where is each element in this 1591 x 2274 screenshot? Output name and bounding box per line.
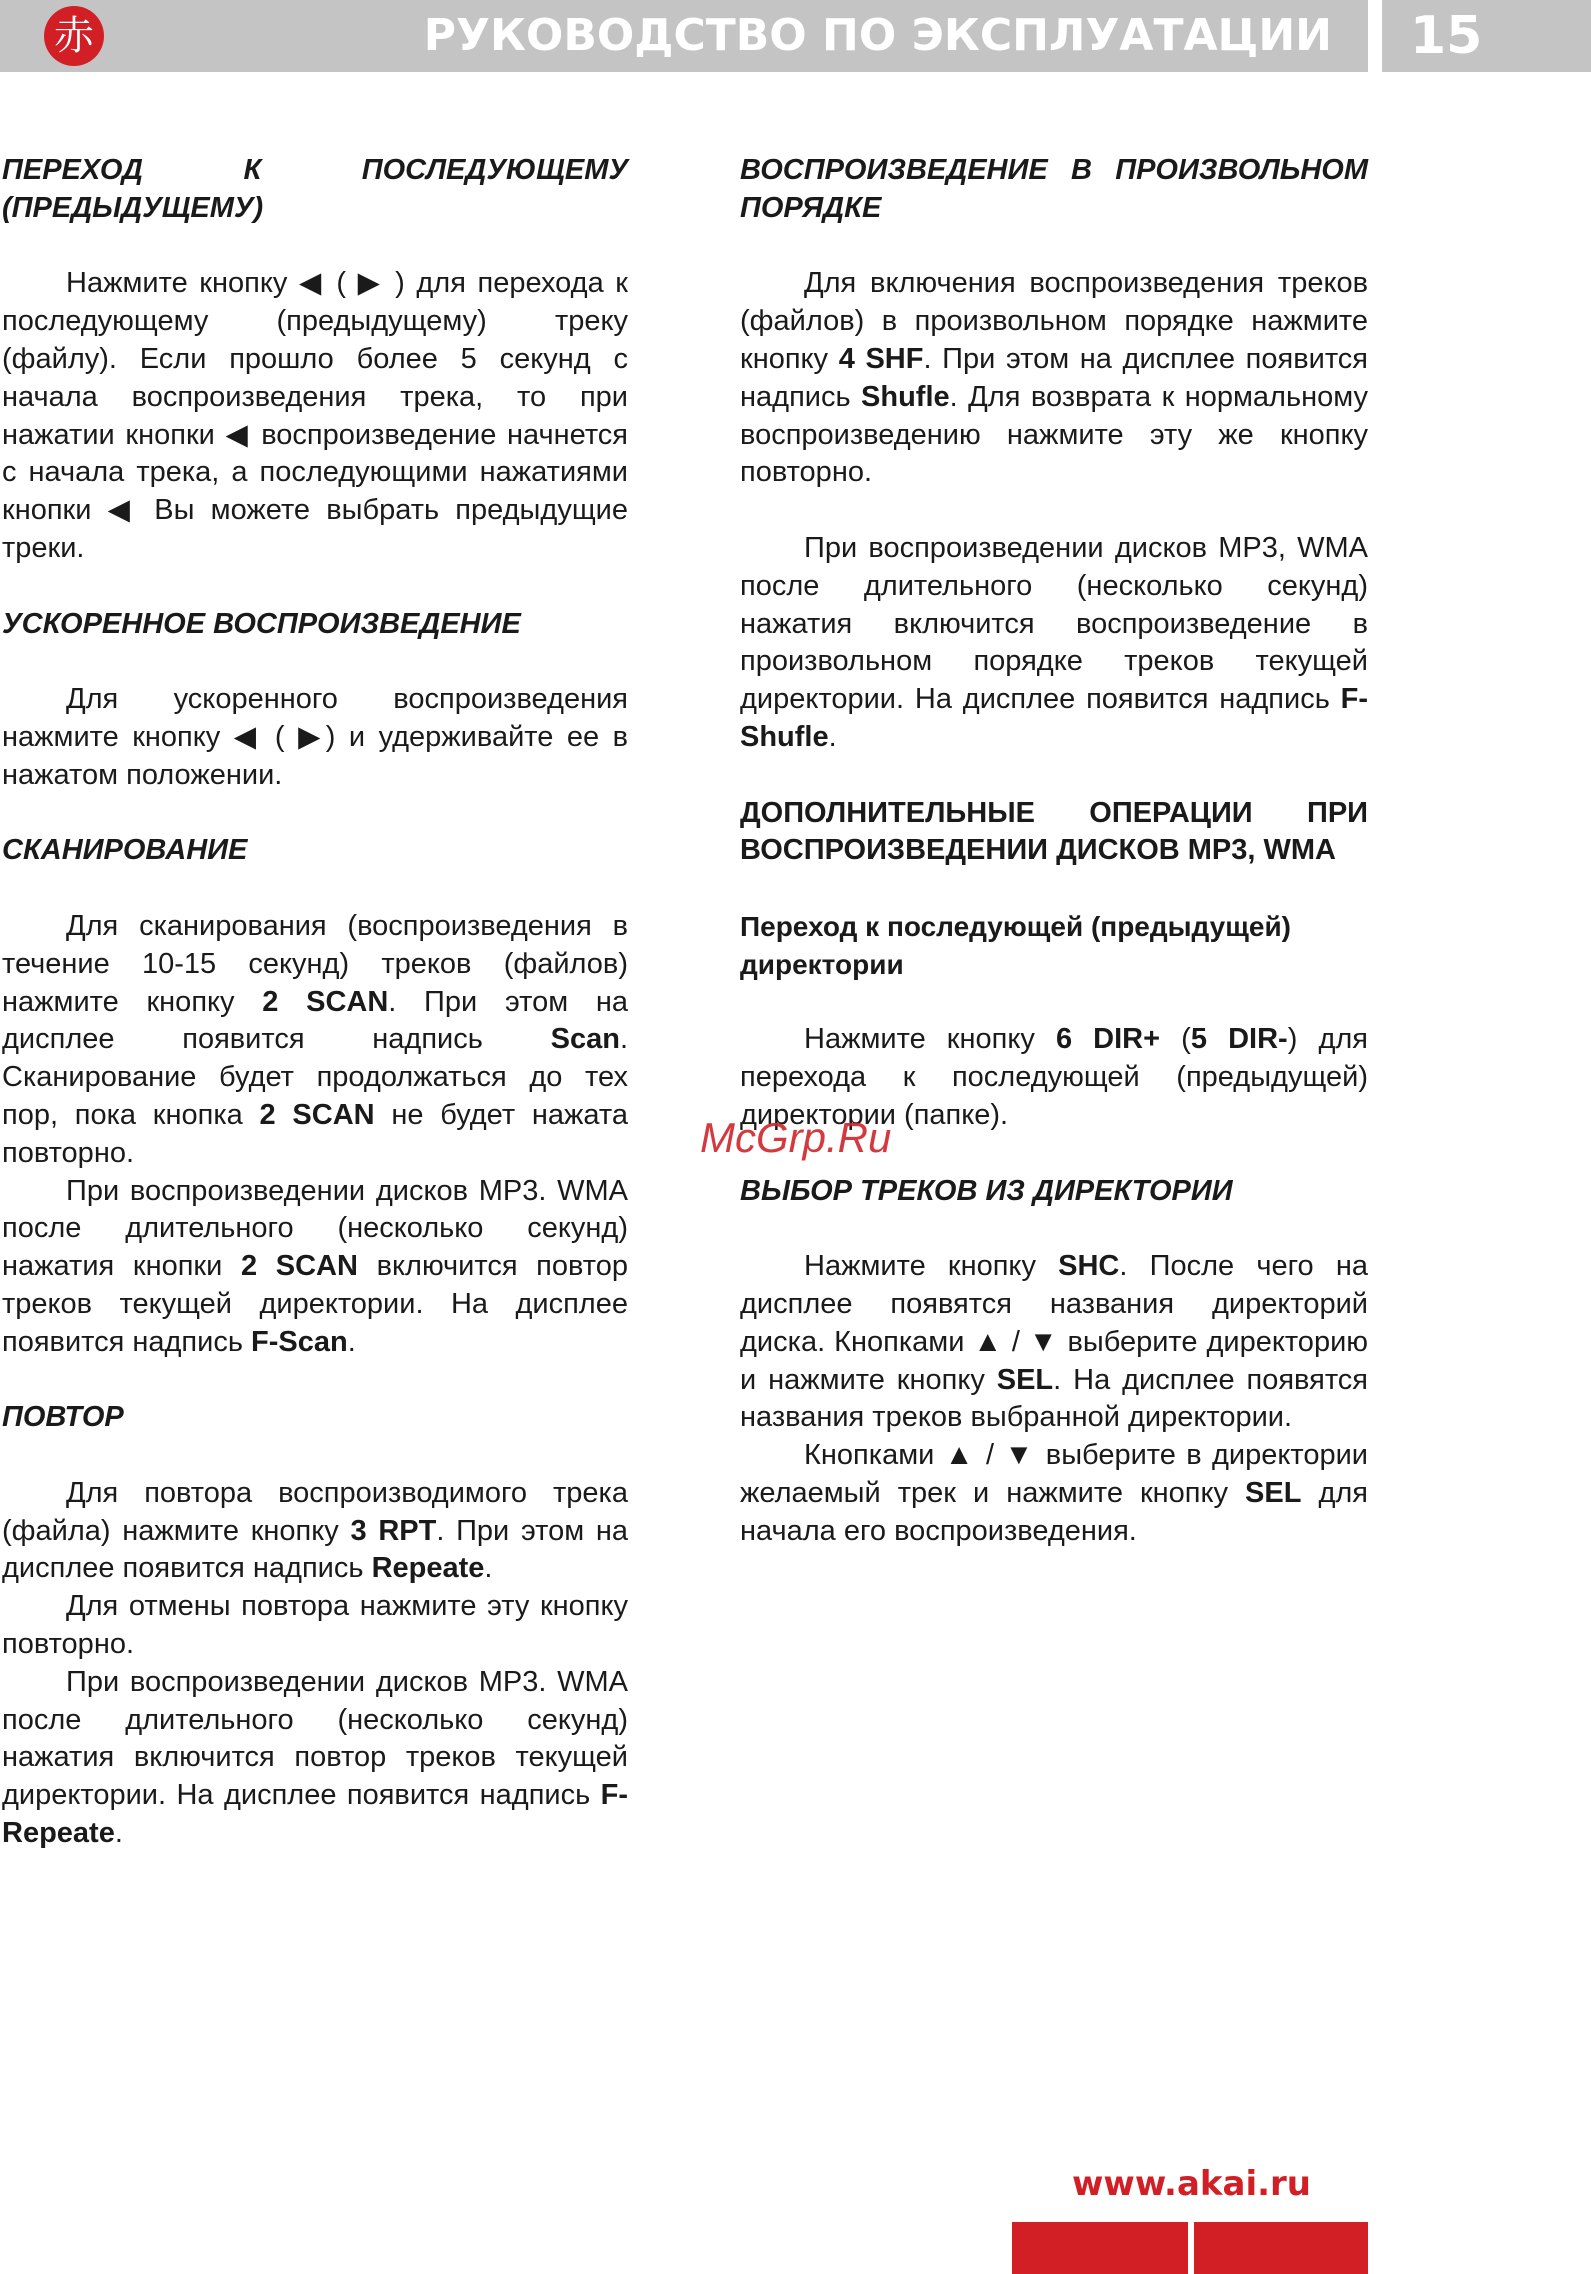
footer-accent-bar (1012, 2222, 1188, 2274)
section-heading-track-select: ВЫБОР ТРЕКОВ ИЗ ДИРЕКТОРИИ (740, 1174, 1233, 1207)
page-number-box (1382, 0, 1591, 72)
prev-arrow-icon: ◀ (225, 418, 251, 451)
section-heading-next-prev: ПЕРЕХОД К ПОСЛЕДУЮЩЕМУ (ПРЕДЫДУЩЕМУ) (2, 154, 628, 224)
repeat-paragraph-3: При воспроизведении дисков MP3. WMA после длительного (несколько секунд) нажатия включится повтор треков текущей директории. На дисплее появится надпись F- Repeate. (2, 1665, 628, 1850)
up-arrow-icon: ▲ (944, 1439, 976, 1472)
fast-play-paragraph: Для ускоренного воспроизведения нажмите кнопку ◀ ( ▶) и удерживайте ее в нажатом положении. (2, 683, 628, 791)
section-heading-scan: СКАНИРОВАНИЕ (2, 834, 248, 867)
next-arrow-icon: ▶ (357, 267, 384, 300)
brand-logo-icon: 赤 (44, 6, 104, 66)
prev-arrow-icon: ◀ (107, 494, 139, 527)
footer-website-link[interactable]: www.akai.ru (1072, 2164, 1312, 2204)
section-heading-shuffle: ВОСПРОИЗВЕДЕНИЕ В ПРОИЗВОЛЬНОМ ПОРЯДКЕ (740, 154, 1368, 224)
scan-paragraph-1: Для сканирования (воспроизведения в течение 10-15 секунд) треков (файлов) нажмите кнопку 2 SCAN. При этом на дисплее появится надпись Scan. Сканирование будет продолжаться до тех пор, пока кнопка 2 SCAN не будет нажата повторно. (2, 909, 628, 1169)
scan-paragraph-2: При воспроизведении дисков MP3. WMA после длительного (несколько секунд) нажатия кнопки 2 SCAN включится повтор треков текущей директории. На дисплее появится надпись F-Scan. (2, 1174, 628, 1358)
dir-nav-paragraph: Нажмите кнопку 6 DIR+ (5 DIR-) для перехода к последующей (предыдущей) директории (папке). (740, 1023, 1368, 1131)
page-title: РУКОВОДСТВО ПО ЭКСПЛУАТАЦИИ (423, 10, 1332, 61)
down-arrow-icon: ▼ (1004, 1439, 1036, 1472)
subheading-dir-nav: Переход к последующей (предыдущей) директории (740, 910, 1291, 980)
section-heading-mp3-ops: ДОПОЛНИТЕЛЬНЫЕ ОПЕРАЦИИ ПРИ ВОСПРОИЗВЕДЕНИИ ДИСКОВ MP3, WMA (740, 796, 1368, 867)
header-bar (0, 0, 1368, 72)
shuffle-paragraph-1: Для включения воспроизведения треков (файлов) в произвольном порядке нажмите кнопку 4 SHF. При этом на дисплее появится надпись Shufle. Для возврата к нормальному воспроизведению нажмите эту же кнопку повторно. (740, 267, 1368, 489)
prev-arrow-icon: ◀ (298, 267, 325, 300)
repeat-paragraph-2: Для отмены повтора нажмите эту кнопку повторно. (2, 1590, 628, 1661)
watermark: McGrp.Ru (700, 1114, 892, 1161)
right-column (740, 152, 1368, 1550)
shuffle-paragraph-2: При воспроизведении дисков MP3, WMA после длительного (несколько секунд) нажатия включится воспроизведение в произвольном порядке треков текущей директории. На дисплее появится надпись F- Shufle. (740, 531, 1368, 753)
section-heading-repeat: ПОВТОР (2, 1401, 124, 1434)
section-heading-fast-play: УСКОРЕННОЕ ВОСПРОИЗВЕДЕНИЕ (2, 607, 521, 640)
track-select-paragraph-1: Нажмите кнопку SHC. После чего на дисплее появятся названия директорий диска. Кнопками ▲ / ▼ выберите директорию и нажмите кнопку SEL. На дисплее появятся названия треков выбранной директории. (740, 1250, 1369, 1434)
footer-accent-bar (1194, 2222, 1368, 2274)
left-column (2, 152, 628, 1853)
page-number: 15 (1410, 6, 1483, 66)
down-arrow-icon: ▼ (1028, 1325, 1059, 1358)
track-select-paragraph-2: Кнопками ▲ / ▼ выберите в директории желаемый трек и нажмите кнопку SEL для начала его воспроизведения. (740, 1439, 1368, 1547)
next-arrow-icon: ▶ (298, 720, 326, 753)
repeat-paragraph-1: Для повтора воспроизводимого трека (файла) нажмите кнопку 3 RPT. При этом на дисплее появится надпись Repeate. (2, 1476, 628, 1585)
up-arrow-icon: ▲ (973, 1325, 1003, 1358)
next-prev-paragraph: Нажмите кнопку ◀ ( ▶ ) для перехода к последующему (предыдущему) треку (файлу). Если прошло более 5 секунд с начала воспроизведения трека, то при нажатии кнопки ◀ воспроизведение начнется с начала трека, а последующими нажатиями кнопки ◀ Вы можете выбрать предыдущие треки. (2, 267, 629, 564)
prev-arrow-icon: ◀ (233, 720, 262, 753)
